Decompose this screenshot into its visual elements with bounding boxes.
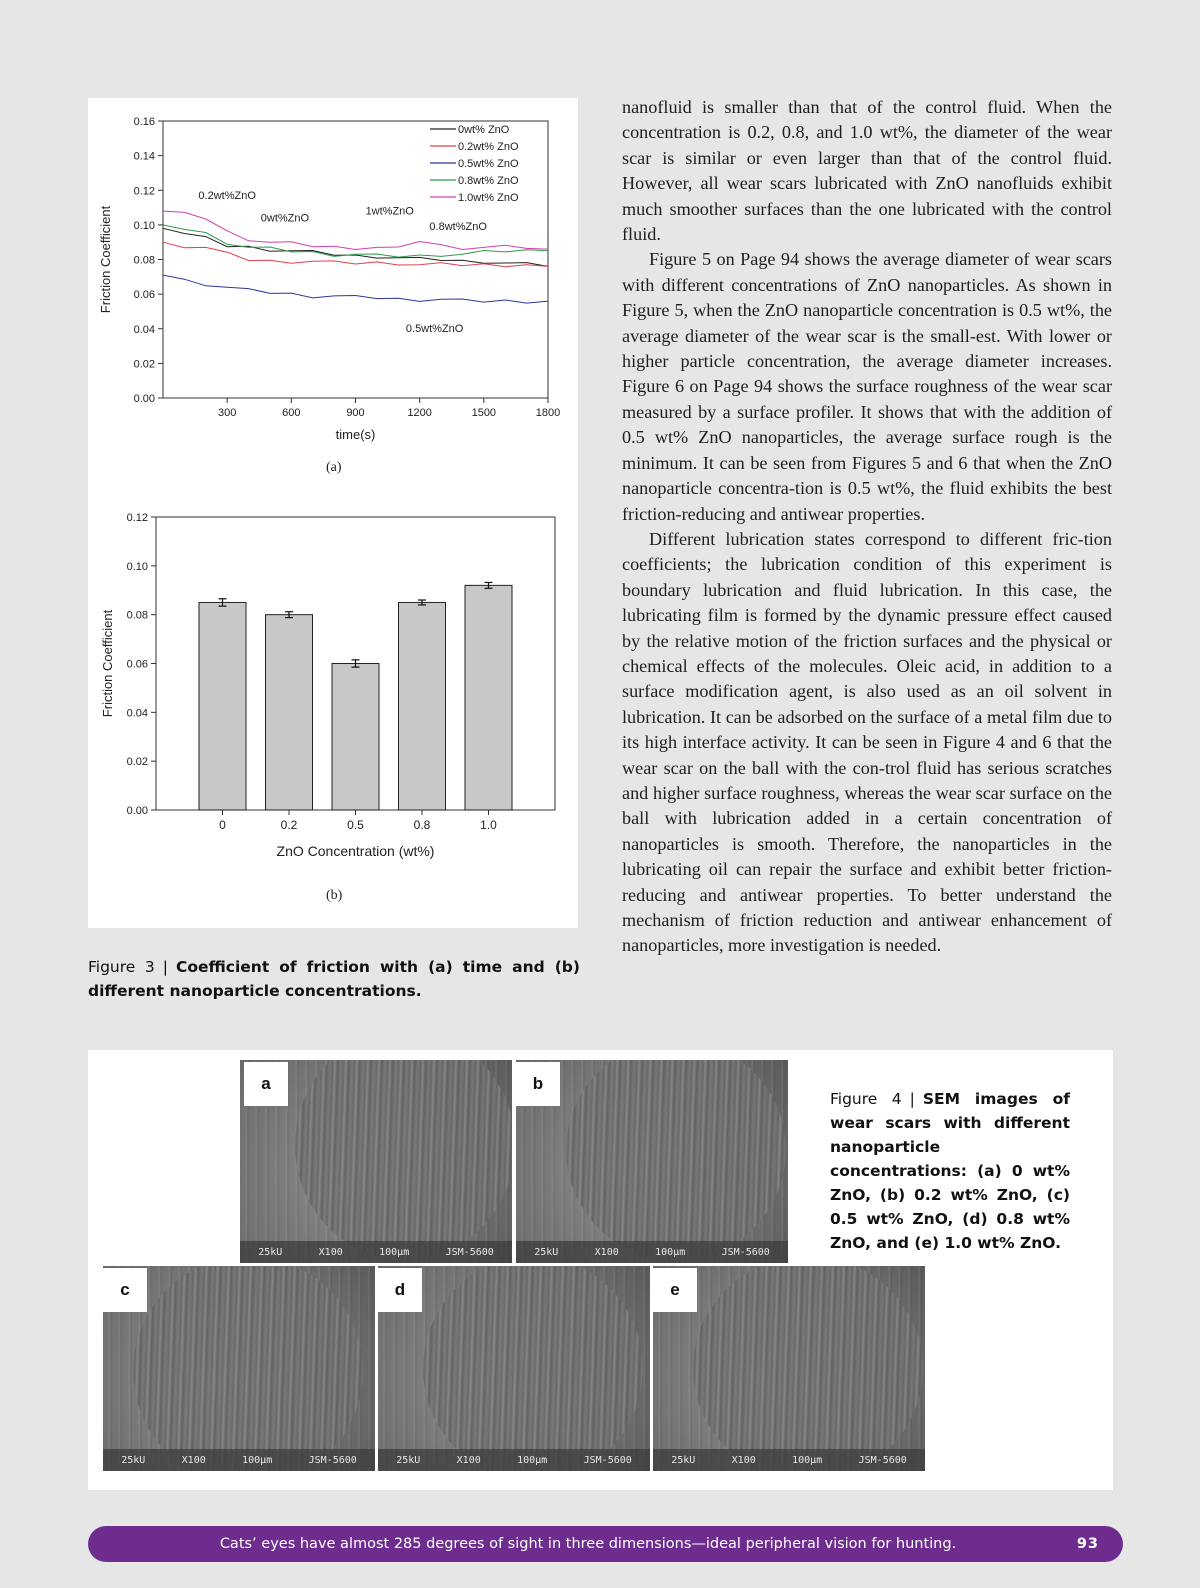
- figure-3a-label: (a): [326, 460, 342, 475]
- y-tick-label: 0.04: [133, 323, 155, 336]
- y-tick-label: 0.06: [133, 289, 155, 302]
- x-tick-label: 1.0: [480, 818, 497, 832]
- y-tick-label: 0.14: [133, 150, 155, 163]
- legend-label: 0.8wt% ZnO: [458, 175, 519, 187]
- y-tick-label: 0.12: [126, 512, 148, 524]
- y-tick-label: 0.00: [126, 805, 148, 817]
- legend-label: 0wt% ZnO: [458, 124, 510, 136]
- y-tick-label: 0.08: [133, 254, 155, 267]
- legend-label: 1.0wt% ZnO: [458, 192, 519, 204]
- sem-image-d: 25kU X100 100μm JSM-5600: [378, 1266, 650, 1471]
- page-number: 93: [1076, 1536, 1099, 1552]
- x-tick-label: 1200: [407, 407, 432, 419]
- y-tick-label: 0.10: [133, 219, 155, 232]
- bar: [465, 585, 512, 810]
- body-text-column: [622, 95, 1112, 959]
- annotation: 0.2wt%ZnO: [198, 189, 256, 202]
- paragraph-1: nanofluid is smaller than that of the control fluid. When the concentration is 0.2, 0.8, and 1.0 wt%, the diameter of the wear scar is similar or even larger than that of the control fluid. However, all wear scars lubricated with ZnO nanofluids exhibit much smoother surfaces than the one lubricated with the control fluid.: [622, 97, 1112, 245]
- y-tick-label: 0.06: [126, 658, 148, 671]
- bar-chart-friction-vs-concentration: [88, 503, 578, 903]
- x-tick-label: 300: [217, 407, 237, 419]
- bar: [199, 602, 246, 810]
- bar: [266, 615, 313, 810]
- annotation: 1wt%ZnO: [365, 205, 414, 218]
- footer-fact: Cats’ eyes have almost 285 degrees of sight in three dimensions—ideal peripheral vision for hunting.: [219, 1536, 957, 1552]
- x-axis-label: ZnO Concentration (wt%): [276, 843, 435, 859]
- sem-letter-b: b: [516, 1062, 560, 1106]
- figure-3-caption-text: Coefficient of friction with (a) time and (b) different nanoparticle concentrations.: [88, 958, 580, 1000]
- y-axis-label: Friction Coefficient: [100, 609, 115, 718]
- figure-4-caption-label: Figure 4: [830, 1090, 902, 1108]
- footer-bar: [88, 1526, 1123, 1562]
- x-tick-label: 0.8: [413, 818, 431, 832]
- x-tick-label: 0: [219, 818, 226, 832]
- x-tick-label: 1500: [471, 407, 497, 419]
- paragraph-2: Figure 5 on Page 94 shows the average diameter of wear scars with different concentrations of ZnO nanoparticles. As shown in Figure 5, when the ZnO nanoparticle concentration is 0.5 wt%, the average diameter of the wear scar is the small-est. With lower or higher particle concentration, the average diameter increases. Figure 6 on Page 94 shows the surface roughness of the wear scar measured by a surface profiler. It shows that with the addition of 0.5 wt% ZnO nanoparticles, the average surface rough is the minimum. It can be seen from Figures 5 and 6 that when the ZnO nanoparticle concentra-tion is 0.5 wt%, the fluid exhibits the best friction-reducing and antiwear properties.: [622, 249, 1112, 524]
- sem-letter-c: c: [103, 1268, 147, 1312]
- x-tick-label: 0.5: [347, 818, 364, 832]
- series-line: [163, 228, 548, 266]
- legend-label: 0.2wt% ZnO: [458, 141, 519, 153]
- bar: [399, 602, 446, 810]
- y-axis-label: Friction Coefficient: [98, 205, 113, 314]
- line-chart-friction-vs-time: [88, 98, 578, 498]
- annotation: 0wt%ZnO: [260, 212, 310, 225]
- sem-letter-a: a: [244, 1062, 288, 1106]
- y-tick-label: 0.12: [133, 185, 155, 198]
- sem-image-a: 25kU X100 100μm JSM-5600: [240, 1060, 512, 1263]
- sem-image-b: 25kU X100 100μm JSM-5600: [516, 1060, 788, 1263]
- y-tick-label: 0.10: [126, 560, 148, 573]
- bar: [332, 664, 379, 811]
- x-tick-label: 0.2: [280, 818, 298, 832]
- annotation: 0.8wt%ZnO: [429, 221, 487, 234]
- sem-image-c: 25kU X100 100μm JSM-5600: [103, 1266, 375, 1471]
- y-tick-label: 0.04: [126, 707, 148, 720]
- figure-3-panel: [88, 98, 578, 928]
- sem-letter-d: d: [378, 1268, 422, 1312]
- figure-3b-label: (b): [326, 888, 343, 903]
- figure-3-caption-separator: |: [162, 958, 168, 976]
- figure-3-caption-label: Figure 3: [88, 958, 155, 976]
- legend-label: 0.5wt% ZnO: [458, 158, 519, 170]
- figure-4-caption: [830, 1087, 1070, 1255]
- figure-4-caption-text: SEM images of wear scars with different nanoparticle concentrations: (a) 0 wt% ZnO, (b) 0.2 wt% ZnO, (c) 0.5 wt% ZnO, (d) 0.8 wt% ZnO, and (e) 1.0 wt% ZnO.: [830, 1090, 1070, 1252]
- y-tick-label: 0.08: [126, 609, 148, 622]
- series-line: [163, 275, 548, 303]
- x-axis-label: time(s): [335, 427, 376, 442]
- x-tick-label: 900: [346, 407, 365, 419]
- sem-letter-e: e: [653, 1268, 697, 1312]
- y-tick-label: 0.02: [126, 756, 148, 769]
- x-tick-label: 600: [282, 407, 301, 419]
- y-tick-label: 0.02: [133, 358, 155, 371]
- figure-4-caption-separator: |: [909, 1090, 915, 1108]
- y-tick-label: 0.16: [133, 116, 155, 128]
- x-tick-label: 1800: [535, 407, 561, 419]
- sem-image-e: 25kU X100 100μm JSM-5600: [653, 1266, 925, 1471]
- figure-3-caption: [88, 955, 580, 1003]
- annotation: 0.5wt%ZnO: [405, 323, 464, 336]
- y-tick-label: 0.00: [133, 393, 155, 405]
- series-line: [163, 225, 548, 257]
- paragraph-3: Different lubrication states correspond to different fric-tion coefficients; the lubrication condition of this experiment is boundary lubrication and fluid lubrication. In this case, the lubricating film is formed by the dynamic pressure effect caused by the relative motion of the friction surfaces and the physical or chemical effects of the molecules. Oleic acid, in addition to a surface modification agent, is also used as an oil solvent in lubrication. It can be adsorbed on the surface of a metal film due to its high interface activity. It can be seen in Figure 4 and 6 that the wear scar on the ball with the con-trol fluid has serious scratches and higher surface roughness, whereas the wear scar surface on the ball with lubrication added in a certain concentration of nanoparticles is smooth. Therefore, the nanoparticles in the lubricating oil can repair the surface and exhibit better friction- reducing and antiwear properties. To better understand the mechanism of friction reduction and antiwear enhancement of nanoparticles, more investigation is needed.: [622, 528, 1112, 956]
